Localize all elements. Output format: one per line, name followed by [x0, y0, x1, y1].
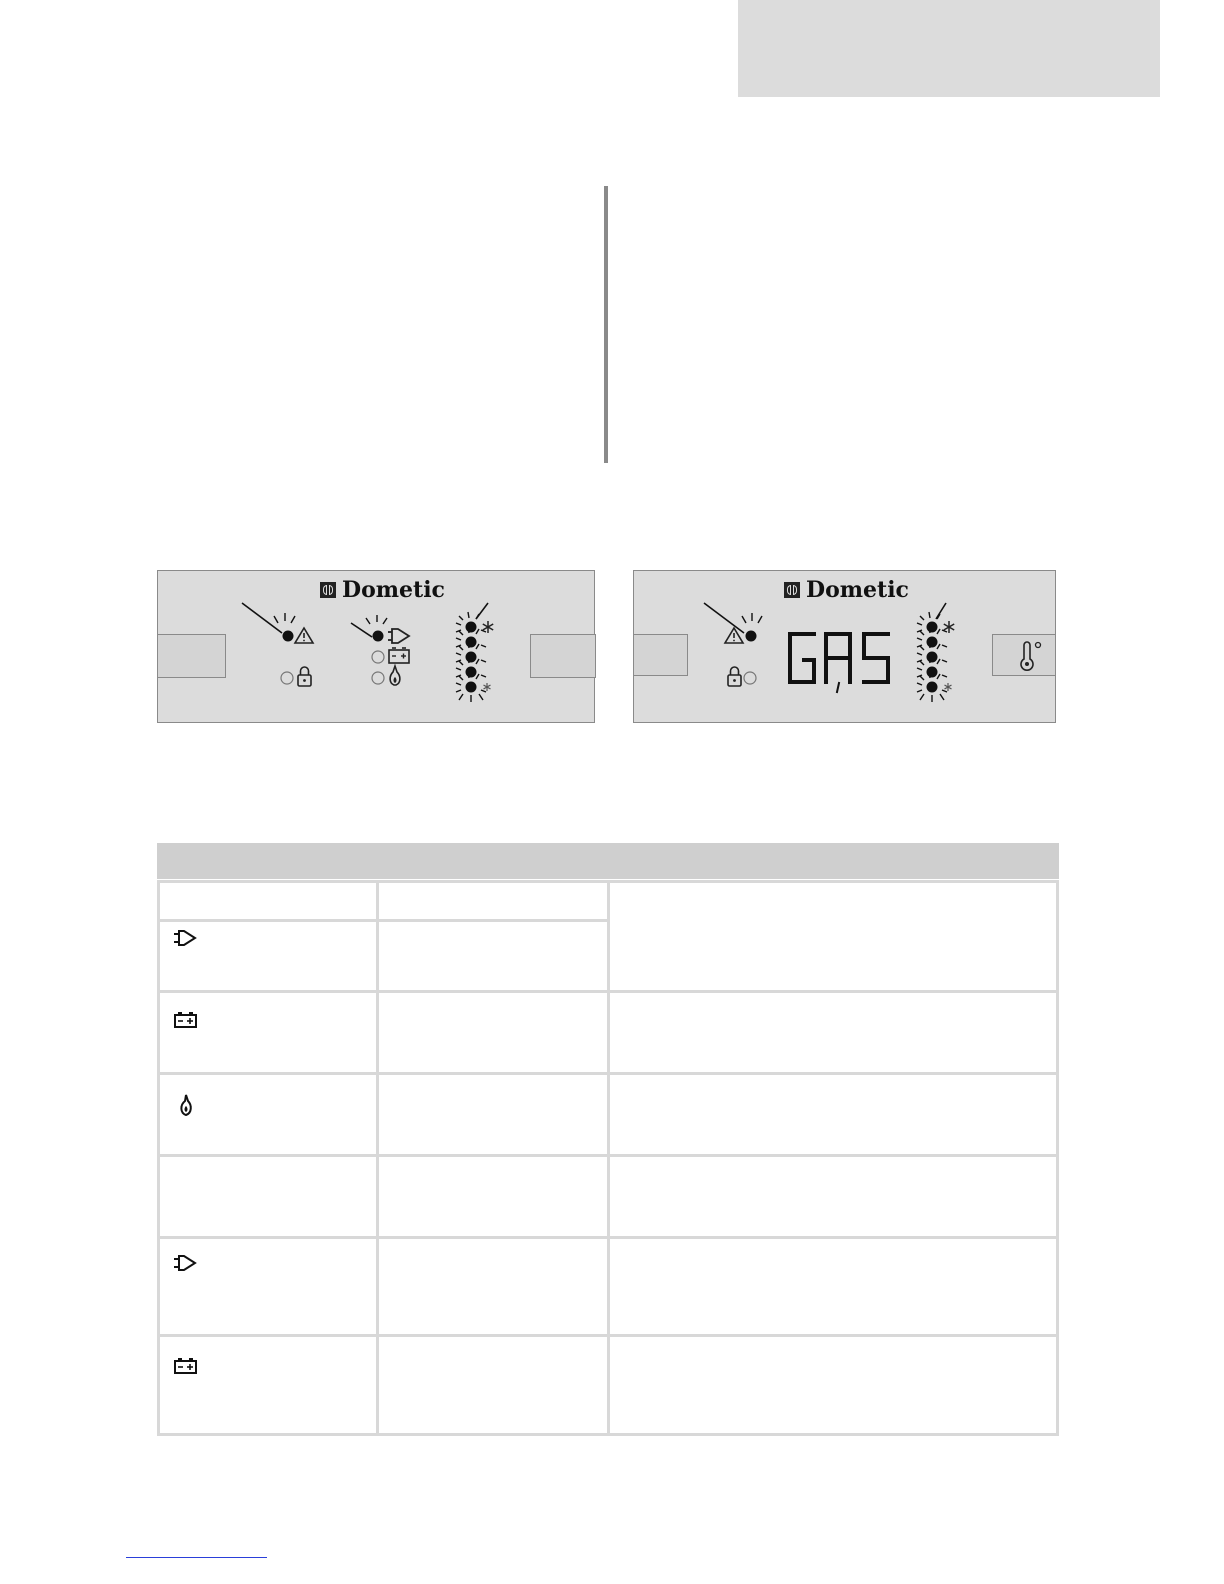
brand-logo-right	[784, 577, 909, 603]
brand-name: Dometic	[342, 577, 445, 603]
padlock-icon	[728, 667, 741, 686]
battery-icon	[173, 1011, 199, 1029]
left-panel-button-right[interactable]	[530, 634, 596, 678]
warning-led	[704, 603, 762, 642]
battery-icon	[173, 1357, 199, 1375]
battery-icon	[389, 648, 409, 663]
gas-flame-icon	[390, 666, 400, 685]
thermometer-icon	[993, 635, 1057, 677]
battery-led	[372, 651, 384, 663]
mains-plug-icon	[173, 929, 199, 947]
status-table	[157, 880, 1059, 1436]
page-header-box	[738, 0, 1160, 97]
column-divider	[604, 186, 608, 463]
table-row-line	[160, 919, 609, 922]
table-column-line	[607, 883, 610, 1433]
table-row-line	[160, 1236, 1056, 1239]
lock-led	[744, 672, 756, 684]
temperature-level-leds	[456, 603, 488, 702]
warning-triangle-icon	[295, 628, 313, 643]
mains-led	[351, 615, 387, 642]
mains-plug-icon	[173, 1254, 199, 1272]
temperature-button[interactable]	[992, 634, 1056, 676]
snowflake-small-icon	[484, 683, 491, 691]
temperature-level-leds	[917, 603, 947, 702]
control-panel-left	[157, 570, 595, 723]
dometic-logo-icon	[320, 582, 336, 598]
table-row-line	[160, 990, 1056, 993]
brand-logo-left	[320, 577, 445, 603]
gas-led	[372, 672, 384, 684]
control-panel-right	[633, 570, 1056, 723]
padlock-icon	[298, 667, 311, 686]
left-panel-button-left[interactable]	[157, 634, 226, 678]
mains-plug-icon	[388, 629, 409, 643]
table-row-line	[160, 1154, 1056, 1157]
table-row-line	[160, 1072, 1056, 1075]
table-row-line	[160, 1334, 1056, 1337]
right-panel-button-left[interactable]	[633, 634, 688, 676]
table-header-bar	[157, 843, 1059, 879]
lock-led	[281, 672, 293, 684]
dometic-logo-icon	[784, 582, 800, 598]
gas-flame-icon	[175, 1093, 197, 1117]
table-column-line	[376, 883, 379, 1433]
snowflake-small-icon	[945, 683, 952, 691]
segment-display	[790, 634, 888, 692]
footer-link-underline[interactable]	[126, 1557, 267, 1558]
warning-led	[242, 603, 295, 642]
brand-name: Dometic	[806, 577, 909, 603]
